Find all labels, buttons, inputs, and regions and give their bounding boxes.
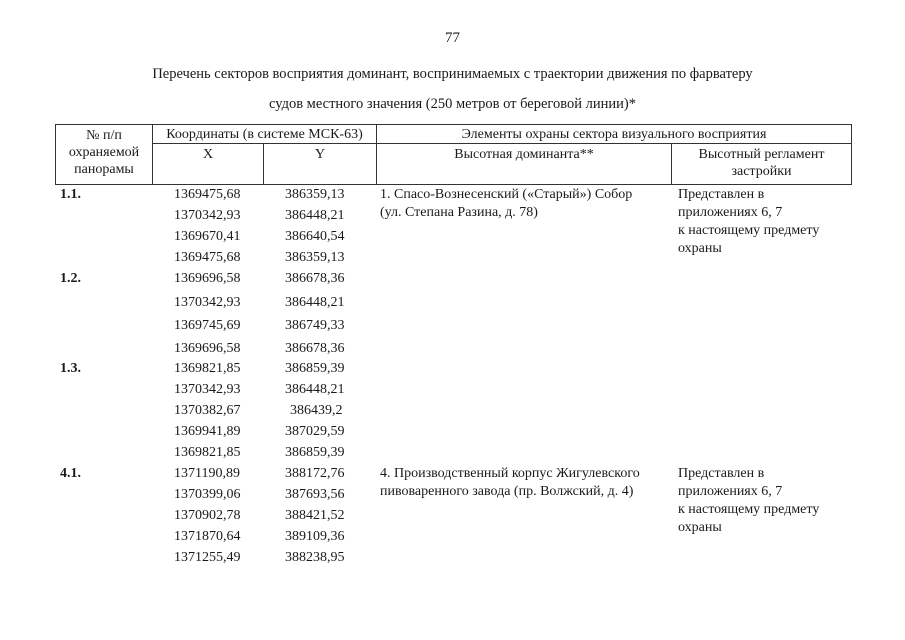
coord-y: 388172,76 xyxy=(285,466,345,481)
coord-y: 386678,36 xyxy=(285,271,345,286)
regulation-text-1 xyxy=(678,186,819,258)
regulation-text-4 xyxy=(678,465,819,537)
dominant-text-1 xyxy=(380,186,632,222)
header-x: X xyxy=(202,147,214,162)
coord-y: 386640,54 xyxy=(285,229,345,244)
coord-y: 386749,33 xyxy=(285,318,345,333)
coord-y: 388421,52 xyxy=(285,508,345,523)
table-top-border xyxy=(55,124,852,125)
header-num-line-2: охраняемой xyxy=(68,145,140,160)
coord-y: 386448,21 xyxy=(285,382,345,397)
coord-y: 386859,39 xyxy=(285,361,345,376)
row-number-4-1: 4.1. xyxy=(60,466,81,481)
coord-x: 1371870,64 xyxy=(174,529,241,544)
header-regulation-line-2: застройки xyxy=(731,164,792,179)
coord-x: 1370902,78 xyxy=(174,508,241,523)
document-title-line-2: судов местного значения (250 метров от береговой линии)* xyxy=(269,96,636,112)
header-num xyxy=(56,127,152,178)
regulation-line: к настоящему предмету xyxy=(678,223,820,238)
regulation-line: приложениях 6, 7 xyxy=(678,205,783,220)
coord-x: 1369696,58 xyxy=(174,341,241,356)
header-num-line-3: панорамы xyxy=(74,162,134,177)
dominant-line: пивоваренного завода (пр. Волжский, д. 4) xyxy=(380,484,634,499)
coord-x: 1369475,68 xyxy=(174,187,241,202)
page-number: 77 xyxy=(445,30,460,46)
header-dominant: Высотная доминанта** xyxy=(454,147,594,162)
row-number-1-1: 1.1. xyxy=(60,187,81,202)
table-subheader-line xyxy=(152,143,852,144)
coord-y: 386448,21 xyxy=(285,208,345,223)
header-regulation-line-1: Высотный регламент xyxy=(698,147,825,162)
regulation-line: приложениях 6, 7 xyxy=(678,484,783,499)
regulation-line: к настоящему предмету xyxy=(678,502,820,517)
coord-x: 1369475,68 xyxy=(174,250,241,265)
coord-y: 389109,36 xyxy=(285,529,345,544)
table-header-bottom-border xyxy=(55,184,852,185)
regulation-line: Представлен в xyxy=(678,187,765,202)
dominant-line: 1. Спасо-Вознесенский («Старый») Собор xyxy=(380,187,633,202)
header-y: Y xyxy=(314,147,326,162)
coord-x: 1369821,85 xyxy=(174,445,241,460)
coord-x: 1370342,93 xyxy=(174,382,241,397)
coord-x: 1371190,89 xyxy=(174,466,240,481)
coord-x: 1370399,06 xyxy=(174,487,241,502)
regulation-line: Представлен в xyxy=(678,466,765,481)
coord-y: 386359,13 xyxy=(285,187,345,202)
coord-x: 1370382,67 xyxy=(174,403,241,418)
coord-y: 386448,21 xyxy=(285,295,345,310)
table-right-border xyxy=(851,124,852,185)
coord-y: 386439,2 xyxy=(290,403,343,418)
coord-y: 388238,95 xyxy=(285,550,345,565)
coord-x: 1370342,93 xyxy=(174,295,241,310)
coord-x: 1369696,58 xyxy=(174,271,241,286)
row-number-1-3: 1.3. xyxy=(60,361,81,376)
regulation-line: охраны xyxy=(678,241,722,256)
dominant-line: (ул. Степана Разина, д. 78) xyxy=(380,205,538,220)
dominant-line: 4. Производственный корпус Жигулевского xyxy=(380,466,640,481)
header-num-line-1: № п/п xyxy=(86,128,122,143)
header-regulation xyxy=(672,146,851,180)
coord-x: 1371255,49 xyxy=(174,550,241,565)
coord-y: 387693,56 xyxy=(285,487,345,502)
regulation-line: охраны xyxy=(678,520,722,535)
coord-y: 387029,59 xyxy=(285,424,345,439)
coord-y: 386359,13 xyxy=(285,250,345,265)
coord-y: 386859,39 xyxy=(285,445,345,460)
row-number-1-2: 1.2. xyxy=(60,271,81,286)
coord-x: 1369670,41 xyxy=(174,229,241,244)
document-title-line-1: Перечень секторов восприятия доминант, воспринимаемых с траектории движения по фарватеру xyxy=(152,66,753,82)
coord-x: 1370342,93 xyxy=(174,208,241,223)
dominant-text-4 xyxy=(380,465,640,501)
header-elements: Элементы охраны сектора визуального восприятия xyxy=(461,127,767,142)
coord-x: 1369745,69 xyxy=(174,318,241,333)
header-coordinates: Координаты (в системе МСК-63) xyxy=(166,127,363,142)
coord-y: 386678,36 xyxy=(285,341,345,356)
coord-x: 1369821,85 xyxy=(174,361,241,376)
coord-x: 1369941,89 xyxy=(174,424,241,439)
